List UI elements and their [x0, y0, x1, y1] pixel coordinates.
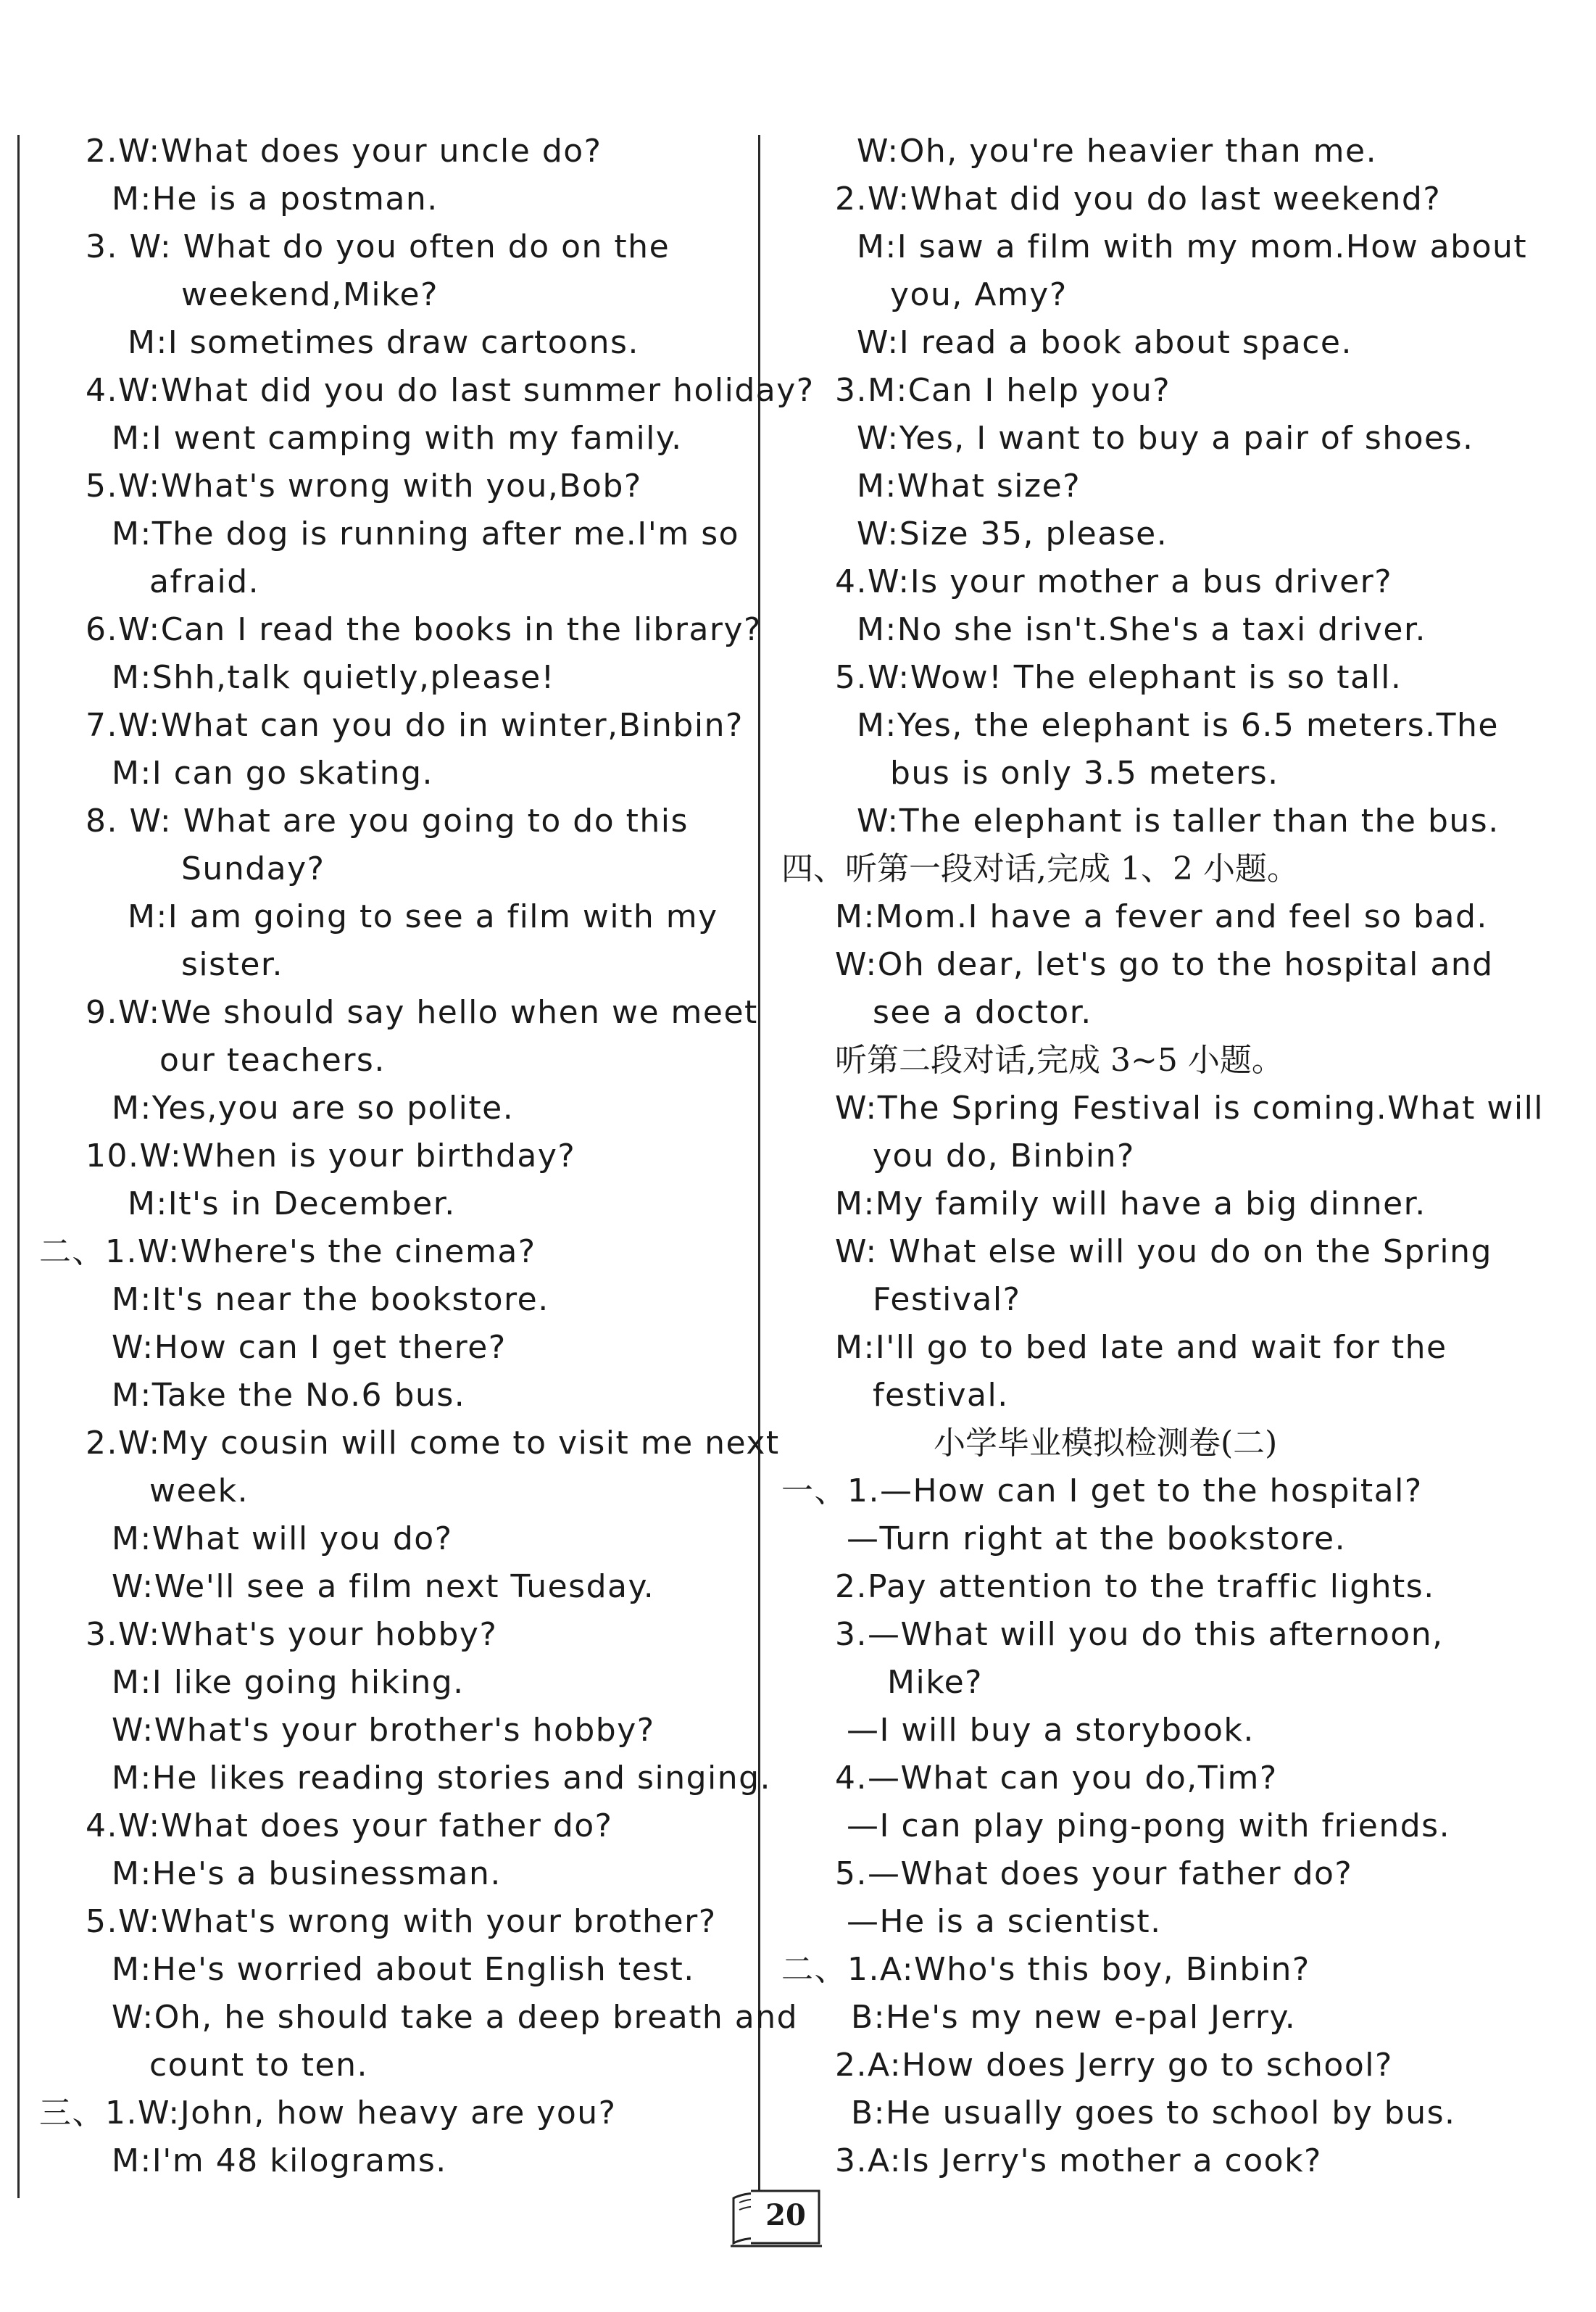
right-column-line: 听第二段对话,完成 3~5 小题。	[835, 1042, 1284, 1079]
left-column-line: M:I'm 48 kilograms.	[112, 2142, 447, 2179]
left-column-line: M:Yes,you are so polite.	[112, 1090, 515, 1127]
right-column-line: you, Amy?	[890, 276, 1068, 313]
left-column-line: 6.W:Can I read the books in the library?	[86, 611, 762, 648]
right-column-line: you do, Binbin?	[873, 1138, 1135, 1174]
left-column-line: 10.W:When is your birthday?	[86, 1138, 576, 1174]
left-column-line: 2.W:What does your uncle do?	[86, 133, 602, 170]
page-number-badge	[729, 2185, 823, 2247]
right-column-line: M:What size?	[857, 468, 1081, 505]
left-column-line: W:How can I get there?	[112, 1329, 507, 1366]
left-margin-rule	[17, 135, 20, 2198]
left-column-line: 7.W:What can you do in winter,Binbin?	[86, 707, 744, 744]
right-column-line: W:The elephant is taller than the bus.	[857, 803, 1500, 840]
left-column-line: week.	[149, 1472, 249, 1509]
left-column-line: 9.W:We should say hello when we meet	[86, 994, 758, 1031]
left-column-line: afraid.	[149, 563, 260, 600]
right-column-line: 3.A:Is Jerry's mother a cook?	[835, 2142, 1322, 2179]
right-column-line: 2.W:What did you do last weekend?	[835, 181, 1442, 217]
right-column-line: 4.W:Is your mother a bus driver?	[835, 563, 1393, 600]
left-column-line: W:We'll see a film next Tuesday.	[112, 1568, 655, 1605]
right-column-line: 2.A:How does Jerry go to school?	[835, 2047, 1393, 2084]
left-column-line: 5.W:What's wrong with you,Bob?	[86, 468, 642, 505]
left-column-line: W:What's your brother's hobby?	[112, 1712, 655, 1749]
right-column-line: 5.—What does your father do?	[835, 1855, 1353, 1892]
right-column-line: Festival?	[873, 1281, 1021, 1318]
right-column-line: W:Oh, you're heavier than me.	[857, 133, 1378, 170]
right-column-line: B:He usually goes to school by bus.	[851, 2095, 1456, 2131]
left-column-line: 2.W:My cousin will come to visit me next	[86, 1425, 780, 1462]
left-column-line: M:He's a businessman.	[112, 1855, 502, 1892]
right-column-line: M:I'll go to bed late and wait for the	[835, 1329, 1447, 1366]
right-column-line: W:Yes, I want to buy a pair of shoes.	[857, 420, 1474, 457]
left-column-line: weekend,Mike?	[181, 276, 439, 313]
right-column-line: 5.W:Wow! The elephant is so tall.	[835, 659, 1402, 696]
column-divider	[758, 135, 760, 2198]
right-column-line: —I can play ping-pong with friends.	[847, 1807, 1451, 1844]
right-column-line: bus is only 3.5 meters.	[890, 755, 1279, 792]
right-column-line: M:Mom.I have a fever and feel so bad.	[835, 898, 1488, 935]
left-column-line: M:Take the No.6 bus.	[112, 1377, 466, 1414]
left-column-line: our teachers.	[159, 1042, 386, 1079]
right-column-line: B:He's my new e-pal Jerry.	[851, 1999, 1297, 2036]
left-column-line: 三、1.W:John, how heavy are you?	[39, 2095, 617, 2131]
left-column-line: count to ten.	[149, 2047, 368, 2084]
left-column-line: M:I went camping with my family.	[112, 420, 683, 457]
right-column-line: —Turn right at the bookstore.	[847, 1520, 1347, 1557]
right-column-line: W: What else will you do on the Spring	[835, 1233, 1492, 1270]
right-column-line: W:Oh dear, let's go to the hospital and	[835, 946, 1494, 983]
left-column-line: M:Shh,talk quietly,please!	[112, 659, 555, 696]
left-column-line: 二、1.W:Where's the cinema?	[39, 1233, 536, 1270]
right-column-line: —I will buy a storybook.	[847, 1712, 1255, 1749]
left-column-line: 3. W: What do you often do on the	[86, 228, 670, 265]
left-column-line: M:I sometimes draw cartoons.	[128, 324, 639, 361]
right-column-line: 四、听第一段对话,完成 1、2 小题。	[781, 850, 1299, 887]
left-column-line: M:I am going to see a film with my	[128, 898, 718, 935]
right-column-line: —He is a scientist.	[847, 1903, 1162, 1940]
left-column-line: W:Oh, he should take a deep breath and	[112, 1999, 799, 2036]
page-number: 20	[765, 2198, 806, 2232]
right-column-line: 小学毕业模拟检测卷(二)	[934, 1425, 1278, 1462]
left-column-line: 4.W:What did you do last summer holiday?	[86, 372, 815, 409]
left-column-line: M:What will you do?	[112, 1520, 453, 1557]
right-column-line: W:The Spring Festival is coming.What will	[835, 1090, 1545, 1127]
right-column-line: M:Yes, the elephant is 6.5 meters.The	[857, 707, 1499, 744]
right-column-line: Mike?	[887, 1664, 984, 1701]
right-column-line: 3.—What will you do this afternoon,	[835, 1616, 1444, 1653]
left-column-line: sister.	[181, 946, 283, 983]
left-column-line: Sunday?	[181, 850, 325, 887]
left-column-line: M:He is a postman.	[112, 181, 439, 217]
left-column-line: M:The dog is running after me.I'm so	[112, 515, 740, 552]
right-column-line: W:I read a book about space.	[857, 324, 1352, 361]
left-column-line: 3.W:What's your hobby?	[86, 1616, 498, 1653]
right-column-line: M:No she isn't.She's a taxi driver.	[857, 611, 1427, 648]
left-column-line: 8. W: What are you going to do this	[86, 803, 689, 840]
left-column-line: M:He likes reading stories and singing.	[112, 1760, 772, 1797]
right-column-line: 二、1.A:Who's this boy, Binbin?	[781, 1951, 1310, 1988]
right-column-line: 一、1.—How can I get to the hospital?	[781, 1472, 1423, 1509]
left-column-line: 4.W:What does your father do?	[86, 1807, 613, 1844]
right-column-line: M:My family will have a big dinner.	[835, 1185, 1426, 1222]
left-column-line: M:It's near the bookstore.	[112, 1281, 549, 1318]
left-column-line: M:I can go skating.	[112, 755, 433, 792]
left-column-line: M:It's in December.	[128, 1185, 456, 1222]
right-column-line: see a doctor.	[873, 994, 1092, 1031]
right-column-line: 3.M:Can I help you?	[835, 372, 1171, 409]
left-column-line: 5.W:What's wrong with your brother?	[86, 1903, 717, 1940]
right-column-line: W:Size 35, please.	[857, 515, 1168, 552]
right-column-line: M:I saw a film with my mom.How about	[857, 228, 1528, 265]
right-column-line: 4.—What can you do,Tim?	[835, 1760, 1278, 1797]
right-column-line: 2.Pay attention to the traffic lights.	[835, 1568, 1435, 1605]
left-column-line: M:I like going hiking.	[112, 1664, 465, 1701]
left-column-line: M:He's worried about English test.	[112, 1951, 695, 1988]
right-column-line: festival.	[873, 1377, 1009, 1414]
